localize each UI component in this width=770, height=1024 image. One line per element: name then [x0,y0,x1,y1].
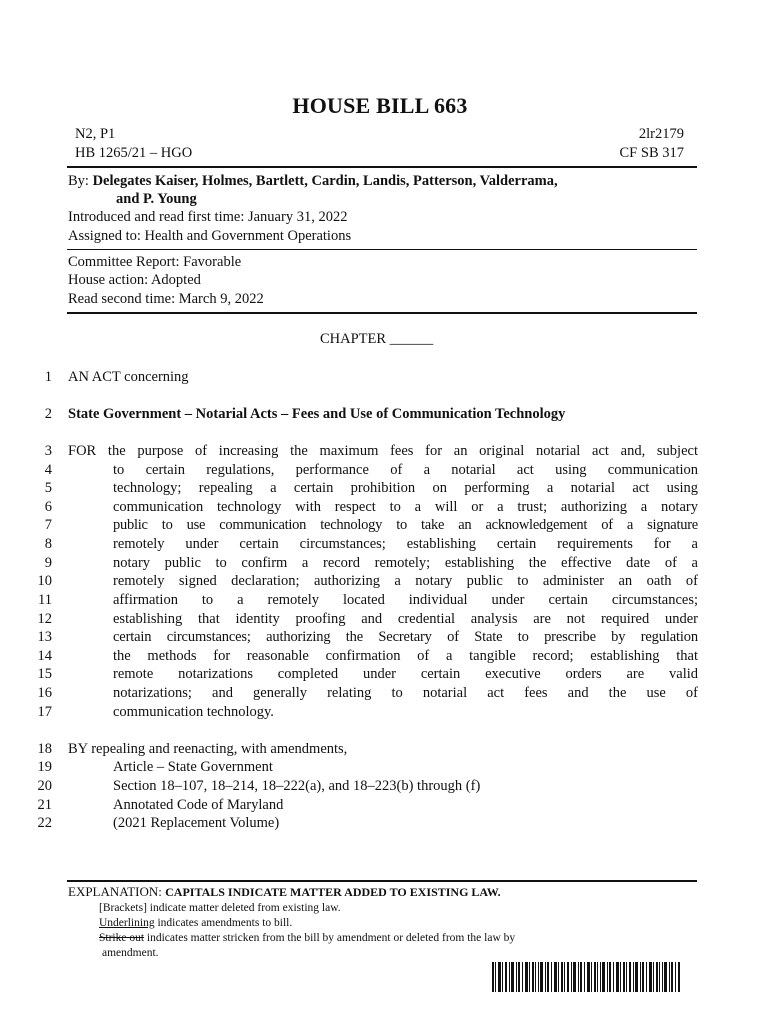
line-text: BY repealing and reenacting, with amendments, [68,741,348,757]
line-text: Annotated Code of Maryland [113,797,284,813]
line-text: (2021 Replacement Volume) [113,815,280,831]
brackets-sample: [Brackets] [99,902,147,914]
explanation-brackets [99,902,341,914]
line-text: notary public to confirm a record remotely; establishing the effective date of a [113,555,698,571]
line-number: 6 [44,499,52,515]
line-text: remote notarizations completed under certain executive orders are valid [113,666,698,682]
underline-sample: Underlining [99,917,155,929]
line-number: 13 [37,629,52,645]
line-text: to certain regulations, performance of a notarial act using communication [113,462,698,478]
line-text: Section 18–107, 18–214, 18–222(a), and 18–223(b) through (f) [113,778,481,794]
by-label: By: [68,173,89,189]
strike-sample: Strike out [99,932,145,944]
line-number: 12 [37,611,52,627]
line-text: remotely under certain circumstances; establishing certain requirements for a [113,536,698,552]
explanation-strike-continued: amendment. [102,947,159,959]
second-reading: Read second time: March 9, 2022 [68,291,264,307]
line-text: affirmation to a remotely located individual under certain circumstances; [113,592,698,608]
line-number: 2 [44,406,52,422]
line-number: 15 [37,666,52,682]
rule-top [67,166,697,168]
explanation-heading [68,884,501,900]
brackets-description: indicate matter deleted from existing law. [149,902,341,914]
line-number: 21 [37,797,52,813]
line-text: communication technology with respect to a will or a trust; authorizing a notary [113,499,698,515]
line-number: 1 [44,369,52,385]
line-number: 3 [44,443,52,459]
line-number: 5 [44,480,52,496]
line-number: 9 [44,555,52,571]
line-number: 10 [37,573,52,589]
line-number: 20 [37,778,52,794]
line-text: notarizations; and generally relating to notarial act fees and the use of [113,685,698,701]
line-text: certain circumstances; authorizing the Secretary of State to prescribe by regulation [113,629,698,645]
left-code-1: N2, P1 [75,126,116,142]
line-text: Article – State Government [113,759,273,775]
line-number: 16 [37,685,52,701]
introduced-line: Introduced and read first time: January 31, 2022 [68,209,348,225]
line-text: AN ACT concerning [68,369,189,385]
right-code-1: 2lr2179 [638,126,684,142]
explanation-capitals: CAPITALS INDICATE MATTER ADDED TO EXISTING LAW. [165,885,501,899]
line-number: 18 [37,741,52,757]
line-number: 14 [37,648,52,664]
chapter-heading: CHAPTER ______ [320,331,434,347]
explanation-strike [99,932,515,944]
line-number: 4 [44,462,52,478]
bill-subject: State Government – Notarial Acts – Fees and Use of Communication Technology [68,406,566,422]
committee-report: Committee Report: Favorable [68,254,242,270]
line-text: remotely signed declaration; authorizing a notary public to administer an oath of [113,573,698,589]
line-number: 11 [38,592,52,608]
line-text: public to use communication technology to take an acknowledgement of a signature [113,517,698,533]
line-number: 19 [37,759,52,775]
sponsors-line-1 [68,173,698,190]
sponsors-names-2: and P. Young [116,191,197,207]
barcode-image [492,962,680,992]
underline-description: indicates amendments to bill. [157,917,293,929]
line-text: the methods for reasonable confirmation of a tangible record; establishing that [113,648,698,664]
bill-title: HOUSE BILL 663 [292,93,468,118]
sponsors-names-1: Delegates Kaiser, Holmes, Bartlett, Cardin, Landis, Patterson, Valderrama, [92,173,558,189]
line-number: 8 [44,536,52,552]
explanation-underline [99,917,292,929]
line-text: establishing that identity proofing and credential analysis are not required under [113,611,698,627]
line-text: FOR the purpose of increasing the maximum fees for an original notarial act and, subject [68,443,698,459]
strike-description: indicates matter stricken from the bill by amendment or deleted from the law by [146,932,516,944]
rule-status-bottom [67,312,697,314]
line-text: technology; repealing a certain prohibition on performing a notarial act using [113,480,698,496]
right-code-2: CF SB 317 [619,145,684,161]
house-action: House action: Adopted [68,272,201,288]
explanation-label: EXPLANATION: [68,884,162,899]
rule-mid [67,249,697,250]
line-number: 7 [44,517,52,533]
rule-footer [67,880,697,882]
assigned-line: Assigned to: Health and Government Operations [68,228,352,244]
line-text: communication technology. [113,704,274,720]
line-number: 22 [37,815,52,831]
line-number: 17 [37,704,52,720]
left-code-2: HB 1265/21 – HGO [75,145,193,161]
sponsors-line-2 [116,191,197,208]
